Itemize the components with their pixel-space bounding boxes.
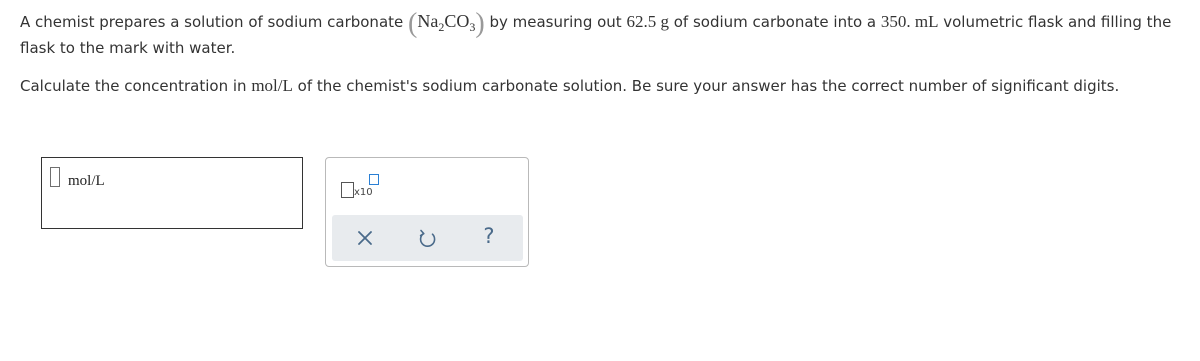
instruction-text: of the chemist's sodium carbonate solution. Be sure your answer has the correct number of significant digits. [292, 77, 1120, 95]
clear-button[interactable] [353, 226, 377, 250]
answer-box [41, 157, 303, 229]
sci-notation-x10-label: x10 [354, 187, 373, 198]
chemical-formula [417, 11, 476, 34]
x-icon [353, 226, 377, 250]
problem-statement-line-2: flask to the mark with water. [20, 39, 236, 57]
problem-text: of sodium carbonate into a [668, 13, 881, 31]
help-button[interactable] [477, 226, 501, 250]
formula-subscript-co: 3 [469, 20, 476, 34]
action-toolbar [332, 215, 523, 261]
mass-value: 62.5 g [626, 12, 669, 31]
undo-icon [415, 226, 439, 250]
undo-button[interactable] [415, 226, 439, 250]
formula-open-paren: ( [408, 8, 418, 39]
problem-instruction [20, 75, 1119, 97]
sci-notation-base-box [341, 182, 354, 198]
formula-element-na: Na [417, 11, 439, 31]
problem-text: A chemist prepares a solution of sodium carbonate [20, 13, 409, 31]
answer-input[interactable] [50, 167, 60, 187]
instruction-text: Calculate the concentration in [20, 77, 252, 95]
formula-subscript-na: 2 [438, 20, 445, 34]
problem-text: volumetric flask and filling the [938, 13, 1172, 31]
formula-element-co: CO [444, 11, 470, 31]
math-tool-panel [325, 157, 529, 267]
scientific-notation-button[interactable] [341, 172, 381, 202]
volume-value: 350. mL [880, 12, 939, 31]
instruction-unit: mol/L [251, 76, 293, 95]
sci-notation-exponent-box [369, 174, 379, 185]
problem-text: by measuring out [484, 13, 627, 31]
formula-close-paren: ) [475, 8, 485, 39]
answer-unit-label: mol/L [68, 173, 105, 189]
question-icon: ? [483, 224, 495, 248]
problem-statement-line-1 [20, 8, 1172, 39]
